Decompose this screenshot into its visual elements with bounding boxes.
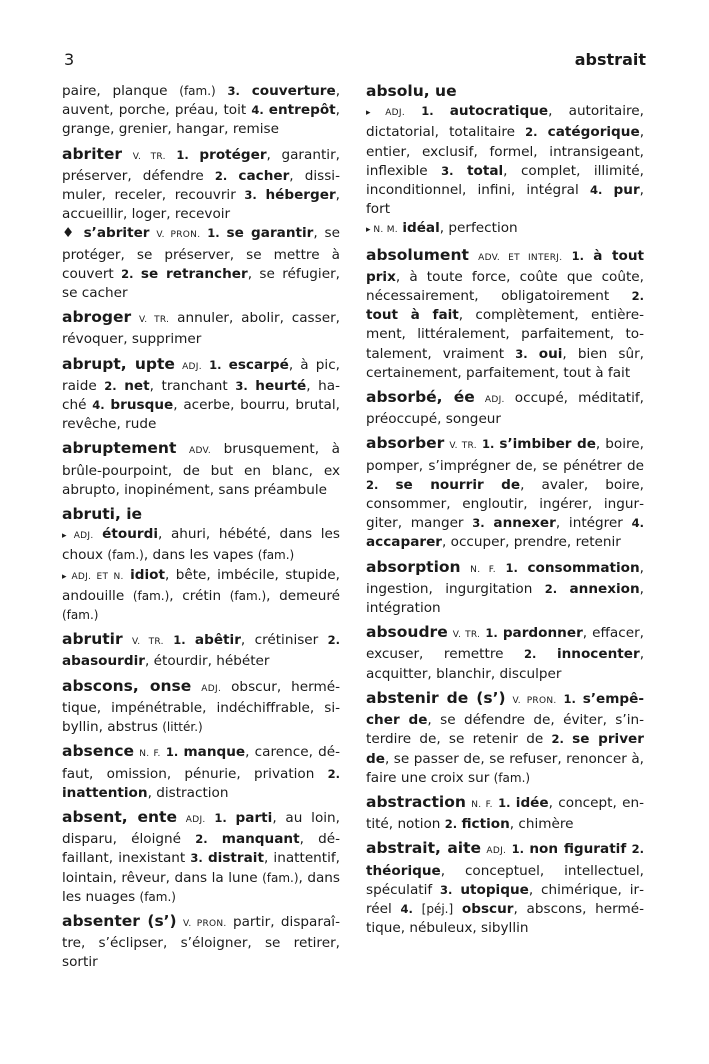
entry-text (191, 679, 201, 695)
headword: absorption (366, 557, 461, 576)
right-column (366, 82, 644, 943)
entry-text: , garantir, préserver, défendre (62, 146, 340, 184)
entry-text: ♦ (62, 225, 84, 242)
entry-text (240, 83, 252, 99)
headword: abruti, ie (62, 505, 143, 524)
main-synonym: étourdi (102, 526, 158, 543)
main-synonym: se nourrir de (395, 476, 521, 493)
entry-text: , demeuré (266, 587, 340, 604)
grammar-label: V. PRON. (156, 230, 201, 241)
main-synonym: inattention (62, 784, 148, 801)
entry-text: , grange, grenier, hangar, remise (62, 102, 340, 138)
main-synonym: héberger (265, 187, 336, 204)
grammar-label: ADJ. (185, 814, 206, 825)
main-synonym: catégorique (547, 124, 640, 141)
sense-number: 1. (505, 560, 518, 575)
page-number: 3 (64, 50, 75, 69)
register-label: (fam.) (229, 588, 267, 603)
sense-number: 1. (209, 357, 222, 372)
entry-text: , boire, pomper, s’imprégner de, se pénétrer de (366, 436, 644, 474)
grammar-label: N. F. (471, 799, 493, 810)
entry-text: , intégrer (555, 515, 632, 532)
main-synonym: manque (183, 744, 246, 761)
entry-text: , inattentif, lointain, rêveur, dans la lune (62, 850, 341, 886)
grammar-label: ADJ. (73, 531, 94, 542)
triangle-icon: ▸ (62, 571, 72, 582)
main-synonym: s’imbiber de (499, 436, 596, 453)
dictionary-entry (62, 82, 340, 140)
sense-number: 4. (400, 901, 413, 916)
entry-text: , bête, imbécile, stupide, andouille (62, 566, 340, 604)
headword: absolu, ue (366, 82, 457, 100)
main-synonym: idéal (402, 220, 440, 237)
entry-text: , se protéger, se préserver, se mettre à couvert (62, 225, 341, 282)
entry-text (413, 901, 422, 917)
sense-number: 4. (631, 516, 645, 531)
sense-number: 3. (190, 851, 203, 866)
headword: abruptement (62, 439, 177, 458)
sense-number: 2. (121, 266, 134, 281)
register-label: [péj.] (421, 901, 454, 916)
register-label: (fam.) (139, 889, 176, 904)
sense-number: 2. (444, 817, 458, 832)
entry-text (216, 83, 228, 99)
register-label: (littér.) (162, 720, 203, 735)
entry-text: paire, planque (62, 83, 180, 99)
dictionary-entry (366, 623, 644, 684)
entry-text (576, 691, 583, 707)
headword: absoudre (366, 623, 448, 642)
entry-text: , dans les nuages (62, 869, 340, 905)
dictionary-entry (62, 355, 340, 435)
sense-number: 1. (176, 147, 189, 162)
triangle-icon: ▸ (366, 225, 374, 236)
dictionary-entry (62, 677, 340, 738)
headword: abstenir de (s’) (366, 688, 506, 707)
entry-text (461, 560, 471, 576)
grammar-label: N. F. (470, 564, 496, 575)
register-label: (fam.) (62, 608, 99, 623)
entry-text (602, 182, 613, 198)
triangle-icon: ▸ (366, 108, 386, 119)
main-synonym: entrepôt (268, 102, 336, 119)
entry-text: , chimère (509, 816, 574, 833)
sense-number: 3. (441, 163, 454, 178)
main-synonym: à tout prix (366, 247, 645, 285)
entry-text: , avaler, boire, consommer, engloutir, ingérer, ingurgiter, manger (366, 476, 644, 532)
entry-text (227, 168, 238, 184)
entry-text: , dissimuler, receler, recouvrir (62, 167, 340, 204)
dictionary-entry (62, 912, 340, 973)
sense-number: 1. (511, 842, 524, 857)
sense-number: 3. (235, 378, 248, 393)
main-synonym: se garantir (226, 225, 314, 242)
main-synonym: s’empêcher de (366, 690, 645, 729)
register-label: (fam.) (179, 84, 216, 98)
register-label: (fam.) (262, 870, 299, 885)
entry-text: , bien sûr, certainement, parfaitement, tout à fait (366, 345, 644, 381)
main-synonym: pardonner (502, 625, 583, 642)
sense-number: 3. (515, 346, 528, 361)
register-label: (fam.) (107, 548, 144, 563)
main-synonym: distrait (207, 850, 264, 867)
entry-text: , tranchant (149, 377, 236, 394)
entry-text (584, 248, 593, 264)
grammar-label: ADJ. (484, 395, 505, 406)
dictionary-entry (366, 689, 644, 788)
entry-text: , se réfugier, se cacher (62, 265, 340, 302)
sense-number: 1. (165, 745, 179, 760)
entry-text: , acquitter, blanchir, disculper (366, 646, 645, 682)
entry-text: , ingestion, ingurgitation (366, 559, 644, 597)
sense-number: 1. (214, 810, 227, 825)
dictionary-entry (366, 558, 644, 619)
grammar-label: V. TR. (132, 151, 166, 162)
main-synonym: pur (613, 182, 640, 199)
sense-number: 3. (472, 516, 485, 531)
entry-text: , carence, défaut, omission, pénurie, privation (62, 744, 341, 782)
entry-text (131, 310, 139, 326)
entry-text (221, 357, 228, 373)
headword: abrupt, upte (62, 354, 175, 373)
main-synonym: non figuratif (529, 841, 627, 858)
grammar-label: V. TR. (449, 441, 477, 452)
entry-text: , occuper, prendre, retenir (442, 534, 621, 551)
main-synonym: s’abriter (83, 225, 150, 242)
entry-text: , concept, entité, notion (366, 794, 645, 833)
entry-text: , accueillir, loger, recevoir (62, 187, 340, 223)
entry-text (202, 357, 209, 373)
entry-text: , défaillant, inexistant (62, 831, 340, 867)
entry-text: , se défendre de, éviter, s’interdire de, se retenir de (366, 712, 645, 748)
sense-number: 2. (104, 378, 117, 393)
dictionary-entry (366, 793, 644, 834)
entry-text (469, 248, 478, 264)
dictionary-entry (62, 808, 340, 907)
entry-text (176, 441, 189, 457)
register-label: (fam.) (493, 770, 531, 785)
sense-number: 2. (195, 832, 208, 847)
entry-text: , autoritaire, dictatorial, totalitaire (366, 103, 644, 141)
sense-number: 1. (207, 226, 220, 241)
headword: abroger (62, 308, 132, 327)
main-synonym: consommation (527, 559, 640, 576)
triangle-icon: ▸ (62, 531, 74, 542)
main-synonym: tout à fait (366, 307, 459, 324)
sense-number: 2. (524, 647, 537, 662)
entry-text (475, 390, 485, 406)
sense-number: 2. (214, 168, 228, 183)
main-synonym: parti (235, 809, 273, 826)
sense-number: 1. (498, 795, 511, 810)
main-synonym: accaparer (366, 534, 442, 551)
grammar-label: ADV. (189, 446, 211, 457)
grammar-label: N. F. (139, 749, 161, 760)
entry-text: , intégration (366, 580, 644, 617)
main-synonym: escarpé (228, 356, 289, 373)
running-head: abstrait (574, 50, 646, 69)
grammar-label: ADJ. (486, 846, 507, 857)
dictionary-entry (62, 630, 340, 671)
entry-text (496, 560, 506, 576)
dictionary-entry (62, 145, 340, 304)
entry-text: , effacer, excuser, remettre (366, 625, 644, 663)
main-synonym: abêtir (194, 632, 241, 649)
dictionary-entry (366, 434, 644, 552)
sense-number: 1. (481, 437, 495, 452)
sense-number: 1. (173, 633, 186, 648)
sense-number: 1. (571, 248, 584, 263)
grammar-label: ADV. ET INTERJ. (478, 252, 563, 263)
entry-text: , complètement, entièrement, littéralement, parfaitement, totalement, vraiment (366, 307, 644, 362)
main-synonym: fiction (461, 816, 510, 833)
entry-text (453, 901, 462, 917)
entry-text: , au loin, disparu, éloigné (62, 809, 340, 848)
sense-number: 2. (525, 125, 538, 140)
entry-text: , distraction (147, 784, 229, 801)
entry-text: , conceptuel, intellectuel, spéculatif (366, 862, 644, 898)
dictionary-entry (366, 246, 644, 383)
entry-text (164, 632, 173, 648)
main-synonym: autocratique (449, 103, 549, 120)
main-synonym: protéger (199, 146, 267, 163)
headword: absence (62, 742, 135, 761)
headword: abriter (62, 144, 123, 163)
grammar-label: ADJ. ET N. (71, 571, 124, 582)
main-synonym: manquant (221, 831, 300, 848)
entry-text (227, 810, 236, 826)
sense-number: 2. (551, 732, 564, 747)
main-synonym: cacher (238, 167, 290, 184)
dictionary-entry (366, 82, 644, 241)
entry-text (405, 103, 421, 119)
register-label: (fam.) (257, 548, 295, 563)
entry-text: , se passer de, se refuser, renoncer à, faire une croix sur (366, 750, 644, 786)
main-synonym: annexion (569, 580, 640, 597)
entry-text (454, 163, 467, 179)
sense-number: 1. (563, 691, 576, 706)
grammar-label: V. TR. (138, 315, 170, 326)
entry-text (186, 632, 195, 648)
entry-text: , chimérique, irréel (366, 881, 644, 917)
register-label: (fam.) (132, 588, 170, 603)
entry-text (538, 124, 548, 140)
main-synonym: innocenter (556, 646, 640, 663)
grammar-label: ADJ. (201, 683, 222, 694)
grammar-label: ADJ. (385, 108, 406, 119)
headword: absorber (366, 434, 445, 453)
headword: abrutir (62, 630, 123, 649)
entry-text: , à pic, raide (62, 356, 341, 394)
main-synonym: abasourdir (62, 653, 145, 670)
main-synonym: net (124, 377, 150, 394)
dictionary-entry (366, 388, 644, 429)
grammar-label: V. PRON. (512, 695, 557, 706)
entry-text: , dans les vapes (143, 547, 258, 564)
entry-text: , à toute force, coûte que coûte, nécessairement, obligatoirement (366, 268, 644, 305)
entry-text: annuler, abolir, casser, révoquer, supprimer (62, 310, 340, 348)
entry-text (434, 103, 450, 119)
sense-number: 3. (244, 188, 257, 203)
grammar-label: N. M. (373, 225, 398, 236)
entry-text (166, 147, 177, 163)
entry-text (177, 810, 186, 826)
grammar-label: V. TR. (452, 630, 481, 641)
grammar-label: ADJ. (182, 361, 202, 372)
main-synonym: utopique (460, 881, 529, 898)
entry-text (378, 477, 395, 493)
headword: abstrait, aite (366, 839, 482, 858)
main-synonym: se priver de (366, 731, 644, 767)
entry-text: brusquement, à brûle-pourpoint, de but en blanc, ex abrupto, inopinément, sans préambule (62, 441, 340, 498)
sense-number: 3. (440, 882, 453, 897)
entry-text (134, 266, 141, 282)
dictionary-entry (62, 308, 340, 349)
main-synonym: brusque (110, 397, 174, 414)
entry-text: , complet, illimité, inconditionnel, infini, intégral (366, 162, 644, 199)
left-column (62, 82, 340, 978)
sense-number: 2. (631, 289, 644, 304)
entry-text: , auvent, porche, préau, toit (62, 83, 341, 119)
main-synonym: annexer (493, 515, 556, 532)
main-synonym: obscur (461, 900, 514, 917)
headword: absorbé, ée (366, 388, 475, 407)
headword: absolument (366, 245, 469, 264)
entry-text (562, 248, 571, 264)
headword: absenter (s’) (62, 911, 177, 930)
dictionary-entry (62, 505, 340, 625)
main-synonym: idiot (130, 566, 165, 583)
headword: abscons, onse (62, 676, 192, 695)
entry-text: , étourdir, hébéter (144, 653, 270, 670)
sense-number: 2. (366, 477, 379, 492)
entry-text (122, 147, 133, 163)
entry-text (208, 831, 222, 847)
sense-number: 3. (227, 84, 240, 98)
entry-text: , crétiniser (240, 632, 328, 649)
main-synonym: heurté (255, 377, 307, 394)
entry-text: , perfection (439, 220, 518, 237)
entry-text (123, 632, 132, 648)
grammar-label: V. TR. (131, 637, 164, 648)
entry-text (94, 526, 103, 542)
dictionary-entry (62, 742, 340, 803)
sense-number: 2. (327, 766, 340, 781)
entry-text: occupé, méditatif, préoccupé, songeur (366, 390, 644, 428)
entry-text: , fort (366, 182, 644, 218)
sense-number: 4. (251, 103, 264, 118)
entry-text (557, 581, 569, 597)
sense-number: 2. (631, 842, 645, 857)
entry-text: , acerbe, bourru, brutal, revêche, rude (62, 397, 340, 433)
entry-text (528, 346, 539, 362)
main-synonym: se retrancher (140, 265, 248, 282)
sense-number: 2. (544, 581, 558, 596)
entry-text: , haché (62, 377, 341, 414)
entry-text (536, 646, 557, 662)
entry-text: , ahuri, hébété, dans les choux (62, 526, 340, 564)
sense-number: 2. (327, 633, 340, 648)
sense-number: 4. (92, 398, 105, 413)
headword: absent, ente (62, 807, 177, 826)
main-synonym: oui (538, 345, 563, 362)
sense-number: 4. (589, 183, 603, 198)
sense-number: 1. (485, 626, 498, 641)
entry-text: , crétin (169, 587, 230, 604)
main-synonym: idée (515, 794, 549, 811)
sense-number: 1. (421, 104, 434, 119)
entry-text: , entier, exclusif, formel, intransigeant, inflexible (366, 124, 645, 179)
entry-text (189, 147, 200, 163)
dictionary-entry (366, 839, 644, 938)
entry-text: obscur, hermétique, impénétrable, indéchiffrable, sibyllin, abstrus (62, 678, 340, 736)
entry-text: , abscons, hermétique, nébuleux, sibyllin (366, 900, 644, 937)
dictionary-entry (62, 439, 340, 500)
entry-text (564, 731, 572, 747)
headword: abstraction (366, 792, 466, 811)
page-header (64, 50, 646, 72)
grammar-label: V. PRON. (183, 918, 227, 929)
main-synonym: total (466, 162, 504, 179)
main-synonym: théorique (366, 862, 441, 879)
main-synonym: couverture (251, 83, 336, 99)
entry-text: partir, disparaître, s’éclipser, s’éloigner, se retirer, sortir (62, 913, 340, 971)
